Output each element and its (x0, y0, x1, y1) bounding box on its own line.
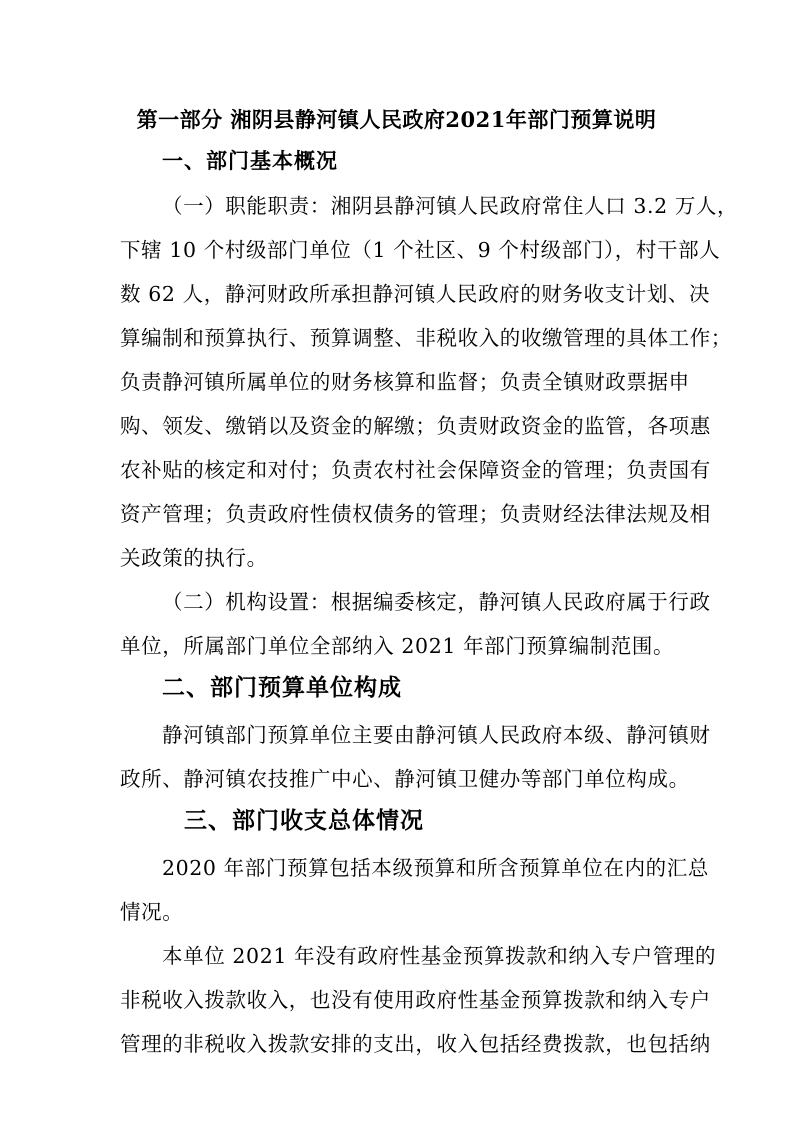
paragraph-line: （一）职能职责：湘阴县静河镇人民政府常住人口 3.2 万人， (162, 194, 739, 218)
paragraph-line: 资产管理；负责政府性债权债务的管理；负责财经法律法规及相 (120, 502, 711, 526)
paragraph-line: 管理的非税收入拨款安排的支出，收入包括经费拨款，也包括纳 (120, 1032, 711, 1056)
paragraph-line: 农补贴的核定和对付；负责农村社会保障资金的管理；负责国有 (120, 458, 711, 482)
paragraph-line: 算编制和预算执行、预算调整、非税收入的收缴管理的具体工作； (120, 326, 732, 350)
paragraph-line: 单位，所属部门单位全部纳入 2021 年部门预算编制范围。 (120, 634, 675, 658)
paragraph-line: 政所、静河镇农技推广中心、静河镇卫健办等部门单位构成。 (120, 767, 690, 791)
paragraph-line: 情况。 (120, 900, 184, 924)
section3-heading: 三、部门收支总体情况 (184, 807, 424, 834)
section2-heading: 二、部门预算单位构成 (162, 674, 402, 701)
paragraph-line: 非税收入拨款收入，也没有使用政府性基金预算拨款和纳入专户 (120, 988, 711, 1012)
paragraph-line: 2020 年部门预算包括本级预算和所含预算单位在内的汇总 (162, 856, 709, 880)
section1-heading: 一、部门基本概况 (162, 148, 338, 173)
paragraph-line: 购、领发、缴销以及资金的解缴；负责财政资金的监管，各项惠 (120, 414, 711, 438)
paragraph-line: 下辖 10 个村级部门单位（1 个社区、9 个村级部门），村干部人 (120, 238, 721, 262)
paragraph-line: 本单位 2021 年没有政府性基金预算拨款和纳入专户管理的 (162, 944, 717, 968)
paragraph-line: 负责静河镇所属单位的财务核算和监督；负责全镇财政票据申 (120, 370, 690, 394)
document-title: 第一部分 湘阴县静河镇人民政府2021年部门预算说明 (136, 107, 657, 132)
paragraph-line: （二）机构设置：根据编委核定，静河镇人民政府属于行政 (162, 590, 711, 614)
paragraph-line: 数 62 人，静河财政所承担静河镇人民政府的财务收支计划、决 (120, 282, 711, 306)
paragraph-line: 静河镇部门预算单位主要由静河镇人民政府本级、静河镇财 (162, 723, 711, 747)
paragraph-line: 关政策的执行。 (120, 546, 268, 570)
